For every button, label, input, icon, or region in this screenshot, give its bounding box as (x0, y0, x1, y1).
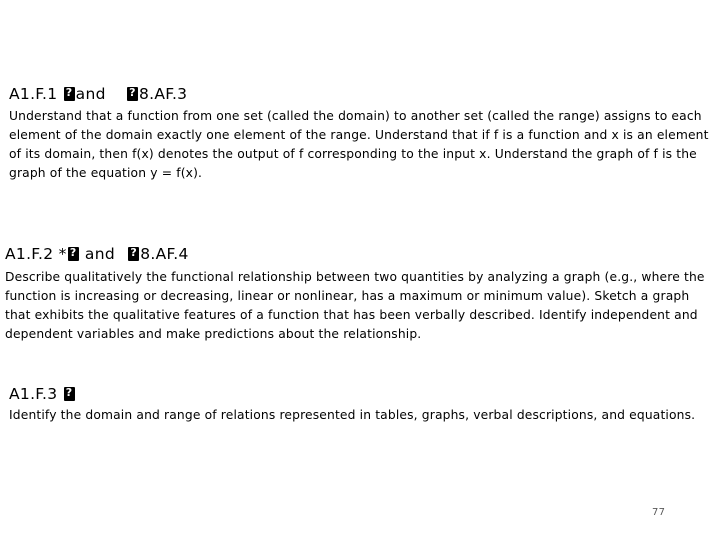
missing-glyph-icon (64, 387, 75, 401)
missing-glyph-icon (64, 87, 75, 101)
standard-heading-a1-f-2 (5, 245, 189, 263)
missing-glyph-icon (127, 87, 138, 101)
standard-description: Understand that a function from one set (called the domain) to another set (called the range) assigns to each element of the domain exactly one element of the range. Understand that if f is a function and x is an element of its domain, then f(x) denotes the output of f corresponding to the input x. Understand the graph of f is the graph of the equation y = f(x). (9, 109, 709, 180)
connector-word: and (84, 245, 115, 263)
standard-description: Identify the domain and range of relations represented in tables, graphs, verbal descriptions, and equations. (9, 408, 696, 422)
standard-code: 8.AF.3 (138, 85, 188, 103)
standard-code: A1.F.1 (9, 85, 58, 103)
connector-word: and (75, 85, 106, 103)
standard-heading-a1-f-3 (9, 385, 76, 403)
missing-glyph-icon (68, 247, 79, 261)
page-number: 77 (652, 507, 666, 518)
standard-heading-a1-f-1 (9, 85, 187, 103)
standard-code: A1.F.2 * (5, 245, 67, 263)
standard-code: 8.AF.4 (140, 245, 189, 263)
standard-description: Describe qualitatively the functional relationship between two quantities by analyzing a graph (e.g., where the function is increasing or decreasing, linear or nonlinear, has a maximum or minimum value). Sketch a graph that exhibits the qualitative features of a function that has been verbally described. Identify independent and dependent variables and make predictions about the relationship. (5, 270, 705, 341)
standard-code: A1.F.3 (9, 385, 58, 403)
missing-glyph-icon (128, 247, 139, 261)
